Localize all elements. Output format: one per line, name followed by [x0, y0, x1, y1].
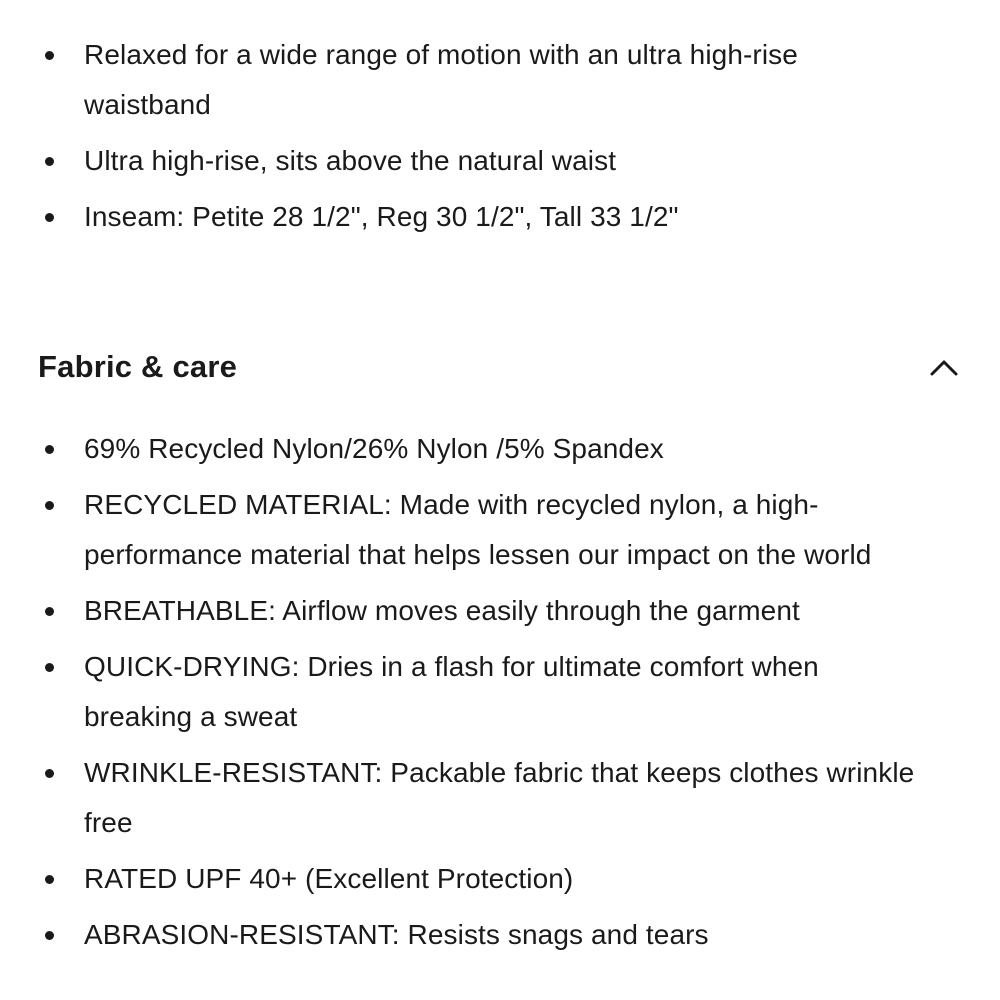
bullet-icon	[45, 157, 54, 166]
bullet-icon	[45, 501, 54, 510]
bullet-icon	[45, 51, 54, 60]
fit-details-list	[0, 30, 1000, 248]
list-item-text: 69% Recycled Nylon/26% Nylon /5% Spandex	[84, 433, 664, 464]
list-item	[0, 748, 1000, 848]
bullet-icon	[45, 607, 54, 616]
list-item	[0, 30, 1000, 130]
list-item-text: BREATHABLE: Airflow moves easily through the garment	[84, 595, 800, 626]
bullet-icon	[45, 663, 54, 672]
list-item	[0, 586, 1000, 636]
list-item-text: Ultra high-rise, sits above the natural waist	[84, 145, 617, 176]
bullet-icon	[45, 213, 54, 222]
list-item	[0, 192, 1000, 242]
list-item-text: Relaxed for a wide range of motion with an ultra high-rise waistband	[84, 39, 798, 120]
list-item	[0, 480, 1000, 580]
section-title: Fabric & care	[38, 349, 238, 384]
list-item-text: Inseam: Petite 28 1/2", Reg 30 1/2", Tall 33 1/2"	[84, 201, 679, 232]
list-item-text: RECYCLED MATERIAL: Made with recycled nylon, a high-performance material that helps lessen our impact on the world	[84, 489, 872, 570]
list-item	[0, 854, 1000, 904]
list-item	[0, 910, 1000, 960]
list-item-text: WRINKLE-RESISTANT: Packable fabric that keeps clothes wrinkle free	[84, 757, 915, 838]
list-item	[0, 424, 1000, 474]
list-item	[0, 642, 1000, 742]
list-item	[0, 136, 1000, 186]
list-item-text: RATED UPF 40+ (Excellent Protection)	[84, 863, 574, 894]
bullet-icon	[45, 445, 54, 454]
fabric-care-accordion-header[interactable]	[38, 340, 962, 394]
chevron-up-icon[interactable]	[926, 349, 962, 385]
bullet-icon	[45, 875, 54, 884]
list-item-text: ABRASION-RESISTANT: Resists snags and tears	[84, 919, 709, 950]
bullet-icon	[45, 769, 54, 778]
bullet-icon	[45, 931, 54, 940]
fabric-care-list	[0, 424, 1000, 966]
list-item-text: QUICK-DRYING: Dries in a flash for ultimate comfort when breaking a sweat	[84, 651, 819, 732]
